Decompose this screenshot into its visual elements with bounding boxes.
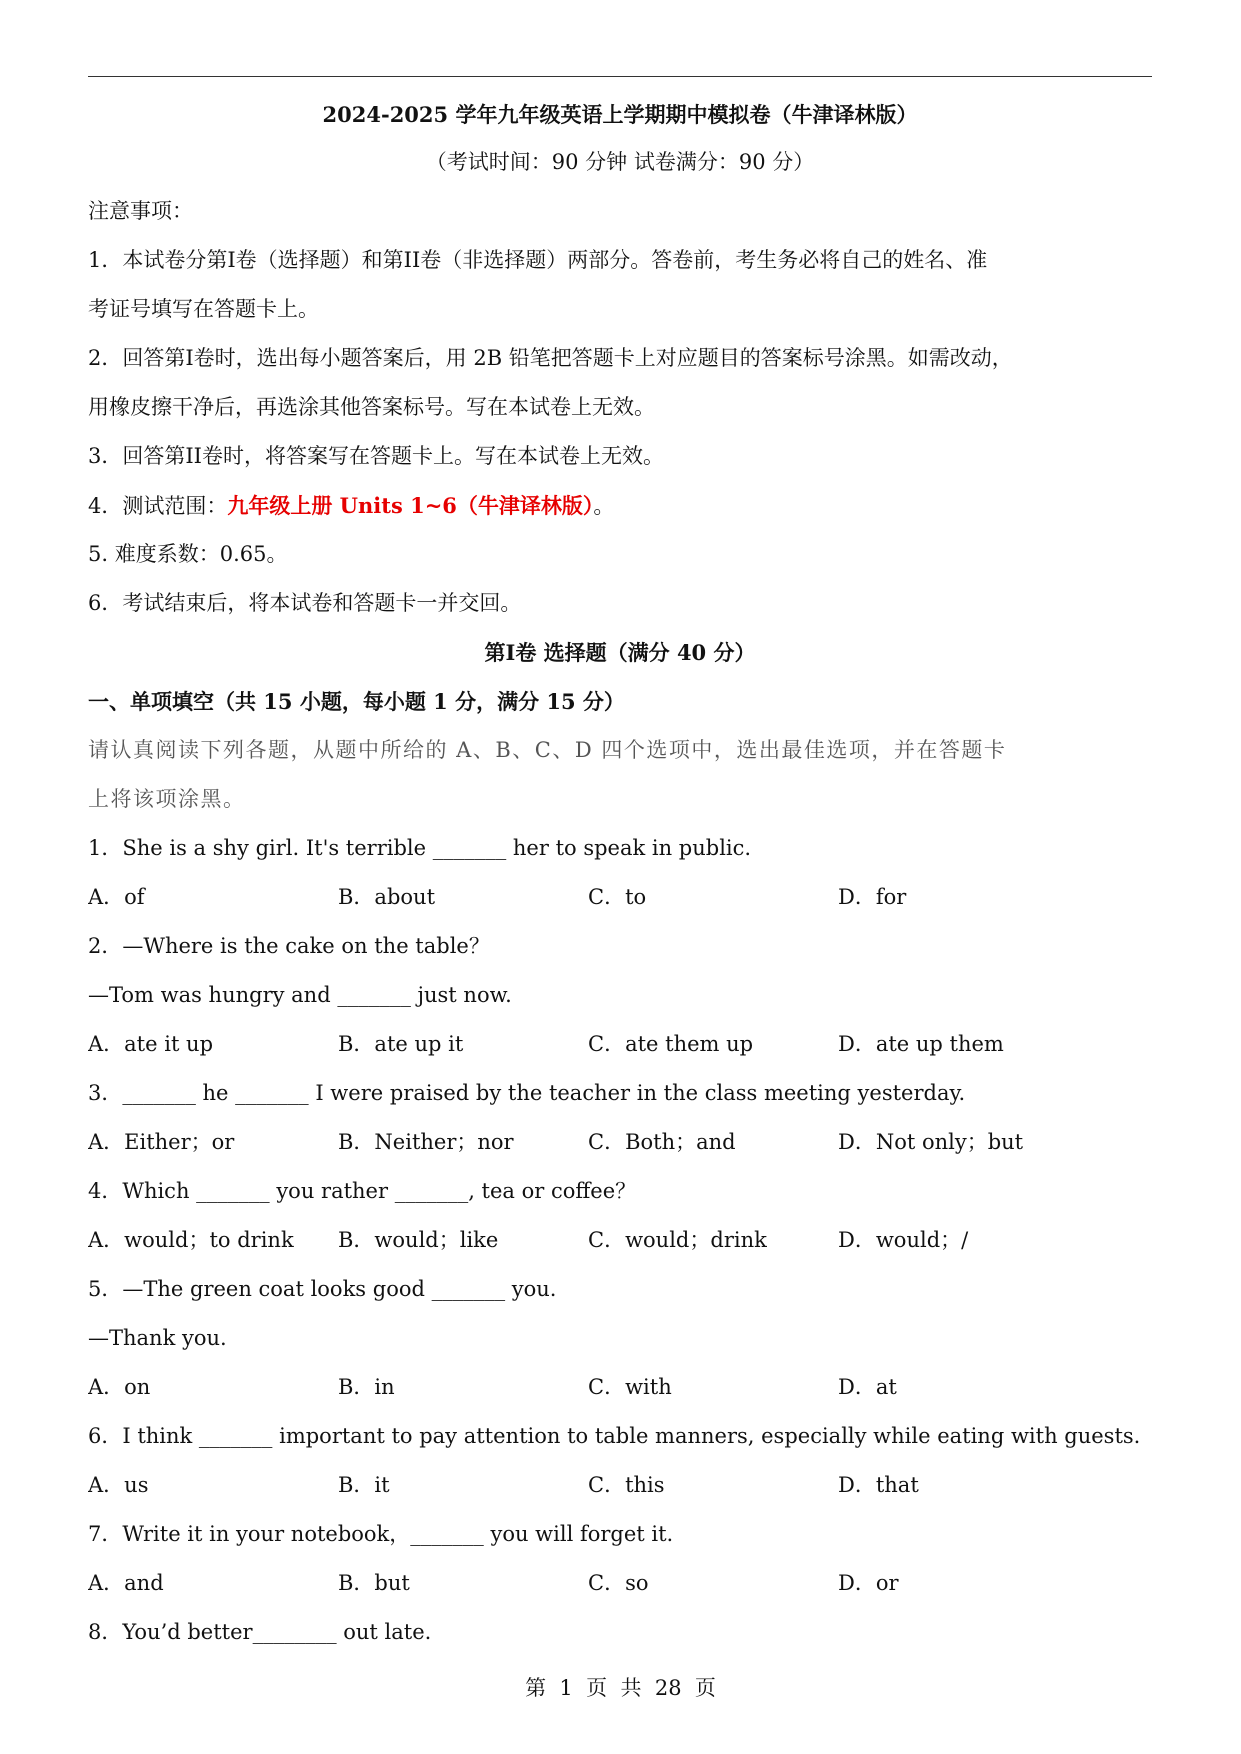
notice-item-2: 2．回答第I卷时，选出每小题答案后，用 2B 铅笔把答题卡上对应题目的答案标号涂黑。如需改动， [88,346,1013,370]
answer-options [88,1461,1152,1510]
answer-option: D．or [838,1571,899,1595]
answer-option: B．would；like [338,1228,499,1252]
exam-title: 2024-2025 学年九年级英语上学期期中模拟卷（牛津译林版） [322,102,918,127]
test-scope-highlight: 九年级上册 Units 1~6（牛津译林版） [227,493,594,518]
answer-option: A．on [88,1375,151,1399]
answer-options [88,1363,1152,1412]
answer-option: C．ate them up [588,1032,754,1056]
question-stem: 8．You’d better________ out late. [88,1620,432,1644]
exam-subtitle: （考试时间：90 分钟 试卷满分：90 分） [425,150,815,174]
notice-item-1: 1．本试卷分第I卷（选择题）和第II卷（非选择题）两部分。答卷前，考生务必将自己的姓名、准 [88,248,988,272]
answer-options [88,1118,1152,1167]
exam-page [88,92,1152,1657]
notice-heading: 注意事项： [88,199,193,223]
instruction-line: 请认真阅读下列各题，从题中所给的 A、B、C、D 四个选项中，选出最佳选项，并在答题卡 [88,738,1007,762]
question-stem: 6．I think _______ important to pay attention to table manners, especially while eating with guests. [88,1424,1141,1448]
notice-item-2-cont: 用橡皮擦干净后，再选涂其他答案标号。写在本试卷上无效。 [88,395,655,419]
question-dialogue-line: —Thank you. [88,1326,227,1350]
answer-option: C．to [588,885,647,909]
notice-item-4-suffix: 。 [593,494,615,518]
answer-option: C．would；drink [588,1228,767,1252]
answer-option: A．and [88,1571,164,1595]
header-rule [88,76,1152,77]
notice-item-4 [88,481,1152,530]
question-stem: 4．Which _______ you rather _______, tea or coffee？ [88,1179,637,1203]
notice-item-3: 3．回答第II卷时，将答案写在答题卡上。写在本试卷上无效。 [88,444,664,468]
answer-option: A．of [88,885,145,909]
answer-option: B．ate up it [338,1032,464,1056]
question-stem: 1．She is a shy girl. It's terrible _______ her to speak in public. [88,836,752,860]
answer-option: D．that [838,1473,919,1497]
answer-option: C．with [588,1375,672,1399]
answer-option: C．so [588,1571,649,1595]
answer-options [88,873,1152,922]
question-dialogue-line: —Tom was hungry and _______ just now. [88,983,512,1007]
instruction-line-cont: 上将该项涂黑。 [88,787,246,811]
answer-option: B．about [338,885,436,909]
answer-option: A．us [88,1473,149,1497]
notice-item-4-prefix: 4．测试范围： [88,494,228,518]
notice-item-6: 6．考试结束后，将本试卷和答题卡一并交回。 [88,591,522,615]
notice-item-5: 5. 难度系数：0.65。 [88,542,288,566]
question-list [88,824,1152,1657]
answer-options [88,1216,1152,1265]
part-title: 一、单项填空（共 15 小题，每小题 1 分，满分 15 分） [88,689,625,714]
question-stem: 7．Write it in your notebook，_______ you will forget it. [88,1522,674,1546]
answer-option: A．would；to drink [88,1228,294,1252]
answer-option: A．ate it up [88,1032,214,1056]
answer-option: C．Both；and [588,1130,736,1154]
answer-options [88,1020,1152,1069]
answer-option: B．in [338,1375,395,1399]
notice-item-1-cont: 考证号填写在答题卡上。 [88,297,319,321]
answer-option: A．Either；or [88,1130,235,1154]
question-stem: 5．—The green coat looks good _______ you. [88,1277,557,1301]
answer-option: B．but [338,1571,410,1595]
section-title: 第I卷 选择题（满分 40 分） [484,640,756,665]
question-stem: 2．—Where is the cake on the table？ [88,934,490,958]
question-stem: 3．_______ he _______ I were praised by the teacher in the class meeting yesterday. [88,1081,966,1105]
answer-option: D．ate up them [838,1032,1004,1056]
answer-option: D．for [838,885,907,909]
answer-option: B．Neither；nor [338,1130,514,1154]
answer-option: C．this [588,1473,665,1497]
answer-option: D．Not only；but [838,1130,1024,1154]
answer-option: D．at [838,1375,897,1399]
answer-option: D．would；/ [838,1228,969,1252]
page-footer: 第 1 页 共 28 页 [525,1676,716,1700]
answer-option: B．it [338,1473,390,1497]
answer-options [88,1559,1152,1608]
